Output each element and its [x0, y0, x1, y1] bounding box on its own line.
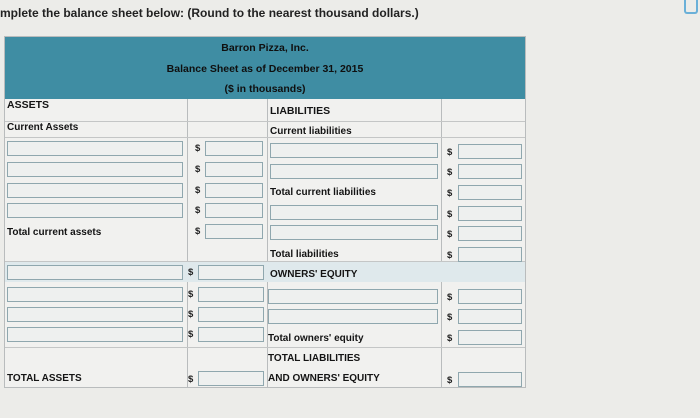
equity-2-name[interactable]	[268, 309, 438, 324]
table-header	[5, 37, 525, 99]
current-liability-1-amount[interactable]	[458, 144, 522, 159]
total-liabilities-and-equity-amount[interactable]	[458, 372, 522, 387]
total-owners-equity-amount[interactable]	[458, 330, 522, 345]
current-liability-2-name[interactable]	[270, 164, 438, 179]
total-assets-amount[interactable]	[198, 371, 264, 386]
dollar-sign: $	[188, 289, 194, 300]
long-term-liability-1-amount[interactable]	[458, 206, 522, 221]
dollar-sign: $	[195, 164, 201, 175]
dollar-sign: $	[447, 292, 453, 303]
total-le-label-line2: AND OWNERS' EQUITY	[268, 373, 380, 384]
long-term-asset-2-name[interactable]	[7, 287, 183, 302]
dollar-sign: $	[188, 329, 194, 340]
dollar-sign: $	[188, 309, 194, 320]
dollar-sign: $	[447, 229, 453, 240]
equity-1-amount[interactable]	[458, 289, 522, 304]
total-liabilities-amount[interactable]	[458, 247, 522, 262]
total-owners-equity-label: Total owners' equity	[268, 333, 364, 344]
dollar-sign: $	[447, 375, 453, 386]
divider-liab-label	[441, 99, 442, 387]
current-asset-1-name[interactable]	[7, 141, 183, 156]
long-term-liability-1-name[interactable]	[270, 205, 438, 220]
divider-assets-label	[187, 99, 188, 387]
long-term-asset-1-amount[interactable]	[198, 265, 264, 280]
liabilities-heading: LIABILITIES	[270, 105, 331, 117]
dollar-sign: $	[447, 167, 453, 178]
assets-heading: ASSETS	[7, 99, 50, 111]
long-term-asset-2-amount[interactable]	[198, 287, 264, 302]
long-term-liability-2-name[interactable]	[270, 225, 438, 240]
owners-equity-heading: OWNERS' EQUITY	[270, 269, 358, 280]
balance-sheet-table	[4, 36, 526, 388]
units-label: ($ in thousands)	[224, 83, 306, 95]
dollar-sign: $	[195, 205, 201, 216]
dollar-sign: $	[447, 147, 453, 158]
row-line	[5, 121, 525, 122]
current-liabilities-label: Current liabilities	[270, 126, 352, 137]
equity-2-amount[interactable]	[458, 309, 522, 324]
total-current-liabilities-amount[interactable]	[458, 185, 522, 200]
current-asset-3-name[interactable]	[7, 183, 183, 198]
dollar-sign: $	[447, 250, 453, 261]
corner-tab-icon[interactable]	[684, 0, 698, 14]
current-liability-2-amount[interactable]	[458, 164, 522, 179]
dollar-sign: $	[447, 209, 453, 220]
long-term-liability-2-amount[interactable]	[458, 226, 522, 241]
long-term-asset-4-amount[interactable]	[198, 327, 264, 342]
total-assets-label: TOTAL ASSETS	[7, 373, 82, 384]
long-term-asset-3-name[interactable]	[7, 307, 183, 322]
dollar-sign: $	[447, 312, 453, 323]
total-current-assets-label: Total current assets	[7, 227, 102, 238]
current-asset-4-amount[interactable]	[205, 203, 263, 218]
current-asset-3-amount[interactable]	[205, 183, 263, 198]
current-asset-2-name[interactable]	[7, 162, 183, 177]
dollar-sign: $	[195, 185, 201, 196]
dollar-sign: $	[195, 226, 201, 237]
total-current-liabilities-label: Total current liabilities	[270, 187, 376, 198]
dollar-sign: $	[447, 333, 453, 344]
dollar-sign: $	[447, 188, 453, 199]
total-le-label-line1: TOTAL LIABILITIES	[268, 353, 361, 364]
current-asset-1-amount[interactable]	[205, 141, 263, 156]
total-current-assets-amount[interactable]	[205, 224, 263, 239]
current-asset-2-amount[interactable]	[205, 162, 263, 177]
row-line	[5, 137, 525, 138]
dollar-sign: $	[188, 267, 194, 278]
company-name: Barron Pizza, Inc.	[221, 42, 309, 54]
long-term-asset-3-amount[interactable]	[198, 307, 264, 322]
long-term-asset-1-name[interactable]	[7, 265, 183, 280]
equity-1-name[interactable]	[268, 289, 438, 304]
current-liability-1-name[interactable]	[270, 143, 438, 158]
instruction-text: mplete the balance sheet below: (Round to the nearest thousand dollars.)	[0, 6, 419, 20]
current-asset-4-name[interactable]	[7, 203, 183, 218]
dollar-sign: $	[195, 143, 201, 154]
long-term-asset-4-name[interactable]	[7, 327, 183, 342]
dollar-sign: $	[188, 374, 194, 385]
row-line	[5, 347, 525, 348]
total-liabilities-label: Total liabilities	[270, 249, 339, 260]
current-assets-label: Current Assets	[7, 122, 79, 133]
statement-title: Balance Sheet as of December 31, 2015	[166, 63, 364, 75]
